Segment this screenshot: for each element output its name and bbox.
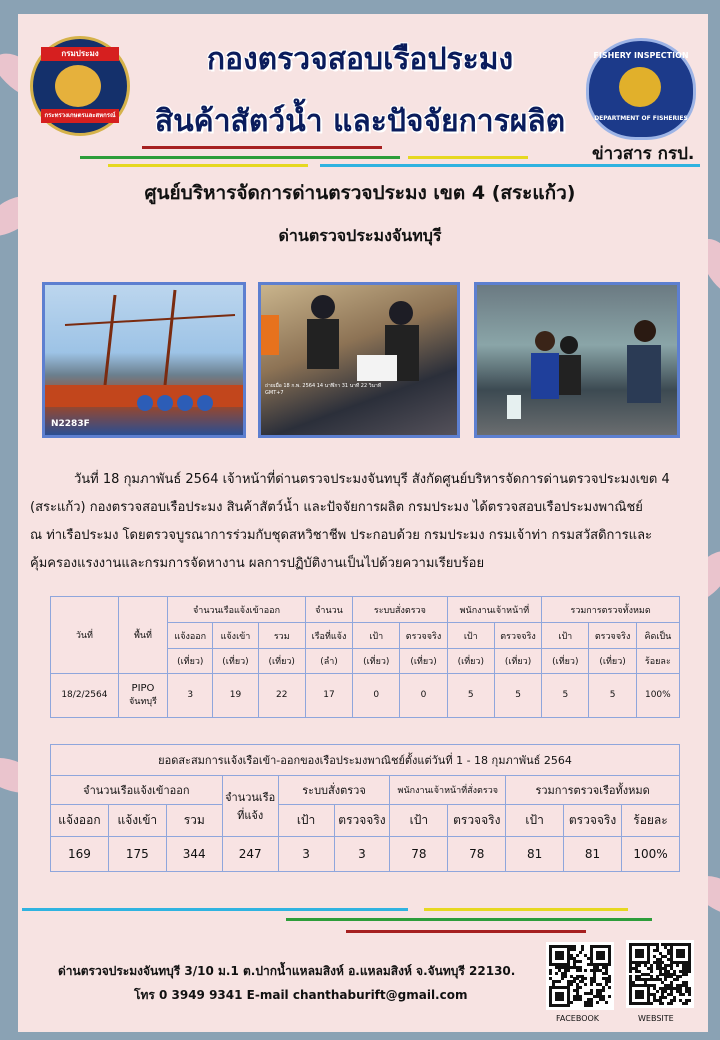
photo-onsite-interview (474, 282, 680, 438)
cell-date: 18/2/2564 (51, 673, 119, 717)
table-cell: 3 (168, 673, 213, 717)
table-cell: 0 (400, 673, 447, 717)
col-header-area: พื้นที่ (118, 597, 167, 674)
col-group-total: รวมการตรวจเรือทั้งหมด (506, 776, 680, 805)
table-cell: 5 (447, 673, 494, 717)
logo-text-top: กรมประมง (41, 47, 119, 61)
table-cell: 100% (636, 673, 679, 717)
center-title: ศูนย์บริหารจัดการด่านตรวจประมง เขต 4 (สระแก้ว) (144, 182, 576, 204)
table-cell: 5 (589, 673, 636, 717)
officers-illustration (261, 285, 457, 435)
col-group-count: จำนวน (305, 597, 352, 623)
checkpoint-title: ด่านตรวจประมงจันทบุรี (278, 226, 442, 245)
table-row (51, 673, 680, 717)
table-cell: 5 (542, 673, 589, 717)
qr-module (579, 969, 582, 972)
article-line: (สระแก้ว) กองตรวจสอบเรือประมง สินค้าสัตว์น้ำ และปัจจัยการผลิต กรมประมง ได้ตรวจสอบเรือประมงพาณิชย์ (30, 500, 643, 515)
unit-label: (เที่ยว) (542, 649, 589, 673)
qr-module (682, 993, 685, 996)
qr-module (664, 996, 667, 999)
qr-module (549, 972, 552, 975)
sub-header: เป้า (353, 623, 400, 649)
unit-label: (เที่ยว) (258, 649, 305, 673)
qr-module (638, 964, 641, 967)
unit-label: (เที่ยว) (213, 649, 258, 673)
qr-module (670, 1002, 673, 1005)
qr-module (650, 1002, 653, 1005)
photo-timestamp: ถ่ายเมื่อ 18 ก.พ. 2564 14 นาฬิกา 31 นาที 22 วินาที GMT+7 (265, 383, 382, 396)
qr-module (650, 970, 653, 973)
qr-module (584, 969, 587, 972)
col-header-date: วันที่ (51, 597, 119, 674)
logo-text-bottom: DEPARTMENT OF FISHERIES (594, 115, 688, 122)
divider-line (320, 164, 700, 167)
sub-header: แจ้งเข้า (108, 805, 166, 836)
divider-line (142, 146, 382, 149)
col-group-system: ระบบสั่งตรวจ (278, 776, 390, 805)
area-name: จันทบุรี (129, 696, 157, 707)
table-cell: 100% (621, 836, 679, 871)
divider-line (108, 164, 308, 167)
photo-inspection-officers (258, 282, 460, 438)
article-line: วันที่ 18 กุมภาพันธ์ 2564 เจ้าหน้าที่ด่านตรวจประมงจันทบุรี สังกัดศูนย์บริหารจัดการด่านตรวจประมงเขต 4 (74, 472, 670, 487)
table-cell: 78 (448, 836, 506, 871)
table-cell: 17 (305, 673, 352, 717)
col-group-officers: พนักงานเจ้าหน้าที่สั่งตรวจ (390, 776, 506, 805)
divider-line (22, 908, 408, 911)
daily-report-table (50, 596, 680, 718)
cumulative-report-table (50, 744, 680, 872)
qr-module (661, 1002, 664, 1005)
qr-module (567, 1004, 570, 1007)
sub-header: ตรวจจริง (334, 805, 390, 836)
news-label: ข่าวสาร กรป. (592, 144, 695, 164)
sub-header: คิดเป็น (636, 623, 679, 649)
divider-line (286, 918, 652, 921)
table-cell: 78 (390, 836, 448, 871)
facebook-qr-label: FACEBOOK (556, 1014, 600, 1023)
qr-module (608, 980, 611, 983)
qr-module (576, 954, 579, 957)
col-group-total: รวมการตรวจทั้งหมด (542, 597, 680, 623)
qr-module (676, 978, 679, 981)
sub-header: ตรวจจริง (589, 623, 636, 649)
qr-module (596, 1001, 599, 1004)
table-cell: 169 (51, 836, 109, 871)
header-title-line1: กองตรวจสอบเรือประมง (206, 42, 514, 77)
qr-module (641, 955, 644, 958)
qr-module (579, 960, 582, 963)
unit-label: (เที่ยว) (168, 649, 213, 673)
col-group-count (222, 776, 278, 836)
logo-text-top: FISHERY INSPECTION (593, 51, 689, 60)
sub-header: เป้า (447, 623, 494, 649)
col-group-boats: จำนวนเรือแจ้งเข้าออก (168, 597, 306, 623)
unit-label: (เที่ยว) (353, 649, 400, 673)
qr-module (608, 963, 611, 966)
qr-module (688, 993, 691, 996)
sub-header: แจ้งออก (51, 805, 109, 836)
qr-module (656, 990, 659, 993)
qr-module (602, 989, 605, 992)
table-cell: 3 (334, 836, 390, 871)
logo-text-bottom: กระทรวงเกษตรและสหกรณ์ (41, 109, 119, 123)
sub-header: ตรวจจริง (564, 805, 622, 836)
table-cell: 0 (353, 673, 400, 717)
table-row (51, 836, 680, 871)
col-group-system: ระบบสั่งตรวจ (353, 597, 448, 623)
sub-header: ตรวจจริง (494, 623, 541, 649)
area-code: PIPO (131, 682, 155, 694)
sub-header: ร้อยละ (621, 805, 679, 836)
table-cell: 247 (222, 836, 278, 871)
qr-module (688, 999, 691, 1002)
qr-module (584, 977, 587, 980)
unit-label: (เที่ยว) (589, 649, 636, 673)
sub-header: เป้า (278, 805, 334, 836)
qr-module (555, 972, 558, 975)
qr-module (602, 957, 605, 960)
header-title-line2: สินค้าสัตว์น้ำ และปัจจัยการผลิต (154, 104, 566, 139)
table-cell: 19 (213, 673, 258, 717)
unit-label: (เที่ยว) (447, 649, 494, 673)
sub-header: ตรวจจริง (400, 623, 447, 649)
qr-module (629, 970, 632, 973)
qr-module (570, 1001, 573, 1004)
qr-module (679, 975, 682, 978)
qr-module (570, 983, 573, 986)
qr-module (688, 970, 691, 973)
qr-module (561, 998, 564, 1001)
facebook-qr-code[interactable] (546, 942, 614, 1010)
footer-contact: โทร 0 3949 9341 E-mail chanthaburift@gmail.com (134, 988, 468, 1002)
qr-module (590, 983, 593, 986)
table-cell: 3 (278, 836, 334, 871)
article-body (30, 466, 698, 578)
unit-label: (เที่ยว) (400, 649, 447, 673)
sub-header: ตรวจจริง (448, 805, 506, 836)
footer-address: ด่านตรวจประมงจันทบุรี 3/10 ม.1 ต.ปากน้ำแหลมสิงห์ อ.แหลมสิงห์ จ.จันทบุรี 22130. (58, 964, 516, 978)
qr-module (581, 948, 584, 951)
col-group-boats: จำนวนเรือแจ้งเข้าออก (51, 776, 223, 805)
col-group-officers: พนักงานเจ้าหน้าที่ (447, 597, 542, 623)
qr-module (664, 978, 667, 981)
qr-module (685, 973, 688, 976)
qr-module (608, 986, 611, 989)
table-cell: 5 (494, 673, 541, 717)
sub-header: รวม (258, 623, 305, 649)
sub-header: รวม (166, 805, 222, 836)
qr-module (579, 951, 582, 954)
divider-line (424, 908, 628, 911)
qr-module (567, 969, 570, 972)
qr-module (682, 955, 685, 958)
qr-module (676, 964, 679, 967)
qr-module (579, 998, 582, 1001)
sub-header: เป้า (542, 623, 589, 649)
interview-illustration (477, 285, 677, 435)
qr-module (564, 975, 567, 978)
table-cell: 81 (564, 836, 622, 871)
divider-line (80, 156, 400, 159)
table-cell: 81 (506, 836, 564, 871)
qr-module (590, 1004, 593, 1007)
table-cell: 175 (108, 836, 166, 871)
boat-number: N2283F (51, 419, 90, 429)
sub-header: เรือที่แจ้ง (305, 623, 352, 649)
divider-line (408, 156, 528, 159)
cell-area (118, 673, 167, 717)
qr-module (584, 983, 587, 986)
unit-label: (เที่ยว) (494, 649, 541, 673)
unit-label: (ลำ) (305, 649, 352, 673)
qr-module (561, 977, 564, 980)
sub-header: เป้า (506, 805, 564, 836)
qr-module (561, 957, 564, 960)
photo-fishing-boat (42, 282, 246, 438)
qr-module (685, 1002, 688, 1005)
qr-module (558, 980, 561, 983)
count-label-top: จำนวนเรือ (225, 790, 276, 804)
sub-header: เป้า (390, 805, 448, 836)
website-qr-label: WEBSITE (638, 1014, 674, 1023)
count-label-bottom: ที่แจ้ง (237, 808, 264, 822)
website-qr-code[interactable] (626, 940, 694, 1008)
qr-module (605, 1001, 608, 1004)
boat-illustration (45, 285, 243, 435)
qr-module (673, 999, 676, 1002)
qr-module (608, 995, 611, 998)
qr-module (573, 948, 576, 951)
sub-header: แจ้งออก (168, 623, 213, 649)
table-cell: 344 (166, 836, 222, 871)
qr-module (579, 986, 582, 989)
divider-line (346, 930, 586, 933)
qr-module (641, 996, 644, 999)
article-line: คุ้มครองแรงงานและกรมการจัดหางาน ผลการปฏิบัติงานเป็นไปด้วยความเรียบร้อย (30, 556, 485, 571)
article-line: ณ ท่าเรือประมง โดยตรวจบูรณาการร่วมกับชุดสหวิชาชีพ ประกอบด้วย กรมประมง กรมเจ้าท่า กรมสวัสดิการและ (30, 528, 653, 543)
sub-header: แจ้งเข้า (213, 623, 258, 649)
unit-label: ร้อยละ (636, 649, 679, 673)
table-cell: 22 (258, 673, 305, 717)
table-title: ยอดสะสมการแจ้งเรือเข้า-ออกของเรือประมงพาณิชย์ตั้งแต่วันที่ 1 - 18 กุมภาพันธ์ 2564 (51, 745, 680, 776)
